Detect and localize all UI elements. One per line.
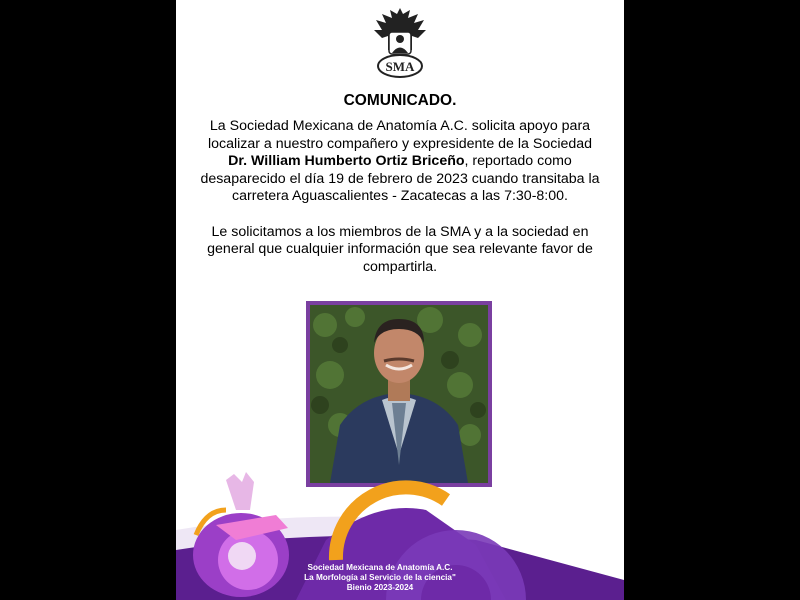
heart-illustration	[193, 472, 289, 597]
eagle-emblem-icon	[374, 8, 426, 54]
footer-text	[280, 563, 480, 593]
footer-line-2: La Morfología al Servicio de la ciencia"	[304, 573, 456, 582]
footer-line-1: Sociedad Mexicana de Anatomía A.C.	[307, 563, 453, 572]
paragraph-details: , reportado como desaparecido el día 19 de febrero de 2023 cuando transitaba la carretera Aguascalientes - Zacatecas a las 7:30-8:00.	[200, 153, 600, 205]
communique-page	[176, 0, 624, 600]
paragraph-intro: La Sociedad Mexicana de Anatomía A.C. solicita apoyo para localizar a nuestro compañero y expresidente de la Sociedad	[207, 118, 593, 152]
communique-body	[198, 118, 602, 276]
missing-person-name: Dr. William Humberto Ortiz Briceño	[228, 153, 465, 170]
portrait-illustration	[310, 305, 488, 483]
portrait-photo	[306, 301, 492, 487]
paragraph-missing-person	[198, 118, 602, 206]
page-title: COMUNICADO.	[343, 92, 457, 109]
paragraph-request: Le solicitamos a los miembros de la SMA y a la sociedad en general que cualquier información que sea relevante favor de compartirla.	[207, 223, 593, 275]
sma-logo	[372, 6, 428, 82]
footer-line-3: Bienio 2023-2024	[346, 583, 414, 592]
logo-text: SMA	[385, 59, 415, 74]
